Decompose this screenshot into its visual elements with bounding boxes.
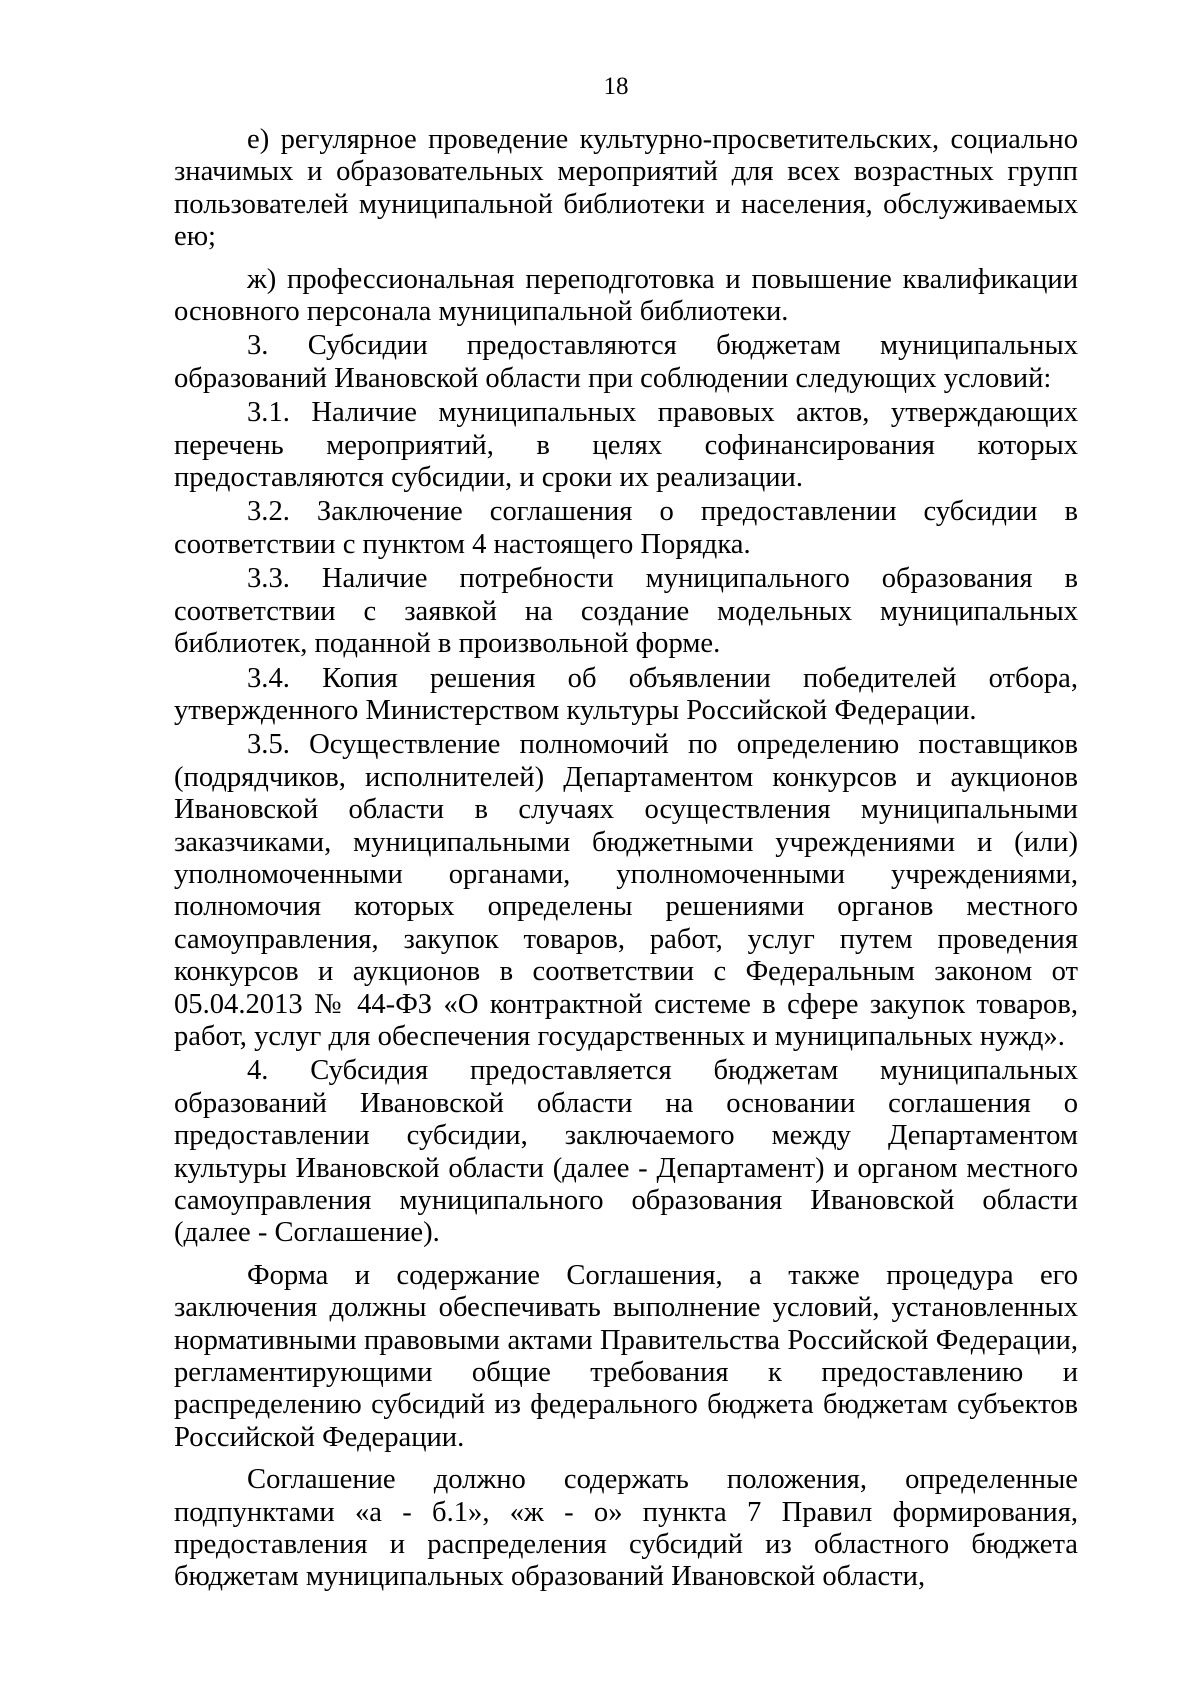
paragraph-agreement-content: Соглашение должно содержать положения, определенные подпунктами «а - б.1», «ж - о» пункта 7 Правил формирования, предоставления и распределения субсидий из областного бюджета бюджетам муниципальных образований Ивановской области,: [174, 1464, 1078, 1593]
paragraph-agreement-form: Форма и содержание Соглашения, а также процедура его заключения должны обеспечивать выполнение условий, установленных нормативными правовыми актами Правительства Российской Федерации, регламентирующими общие требования к предоставлению и распределению субсидий из федерального бюджета бюджетам субъектов Российской Федерации.: [174, 1259, 1078, 1453]
document-body: [174, 124, 1078, 1594]
page-number: 18: [603, 73, 629, 100]
paragraph-4: 4. Субсидия предоставляется бюджетам муниципальных образований Ивановской области на основании соглашения о предоставлении субсидии, заключаемого между Департаментом культуры Ивановской области (далее - Департамент) и органом местного самоуправления муниципального образования Ивановской области (далее - Соглашение).: [174, 1055, 1078, 1249]
paragraph-zh: ж) профессиональная переподготовка и повышение квалификации основного персонала муниципальной библиотеки.: [174, 263, 1078, 328]
paragraph-3-5: 3.5. Осуществление полномочий по определению поставщиков (подрядчиков, исполнителей) Департаментом конкурсов и аукционов Ивановской области в случаях осуществления муниципальными заказчиками, муниципальными бюджетными учреждениями и (или) уполномоченными органами, уполномоченными учреждениями, полномочия которых определены решениями органов местного самоуправления, закупок товаров, работ, услуг путем проведения конкурсов и аукционов в соответствии с Федеральным законом от 05.04.2013 № 44-ФЗ «О контрактной системе в сфере закупок товаров, работ, услуг для обеспечения государственных и муниципальных нужд».: [174, 729, 1078, 1052]
paragraph-3-2: 3.2. Заключение соглашения о предоставлении субсидии в соответствии с пунктом 4 настоящего Порядка.: [174, 496, 1078, 560]
paragraph-3-3: 3.3. Наличие потребности муниципального образования в соответствии с заявкой на создание модельных муниципальных библиотек, поданной в произвольной форме.: [174, 563, 1078, 660]
paragraph-e: е) регулярное проведение культурно-просветительских, социально значимых и образовательных мероприятий для всех возрастных групп пользователей муниципальной библиотеки и населения, обслуживаемых ею;: [174, 124, 1078, 253]
paragraph-3-4: 3.4. Копия решения об объявлении победителей отбора, утвержденного Министерством культуры Российской Федерации.: [174, 662, 1078, 726]
paragraph-3: 3. Субсидии предоставляются бюджетам муниципальных образований Ивановской области при соблюдении следующих условий:: [174, 330, 1078, 394]
paragraph-3-1: 3.1. Наличие муниципальных правовых актов, утверждающих перечень мероприятий, в целях софинансирования которых предоставляются субсидии, и сроки их реализации.: [174, 397, 1078, 494]
